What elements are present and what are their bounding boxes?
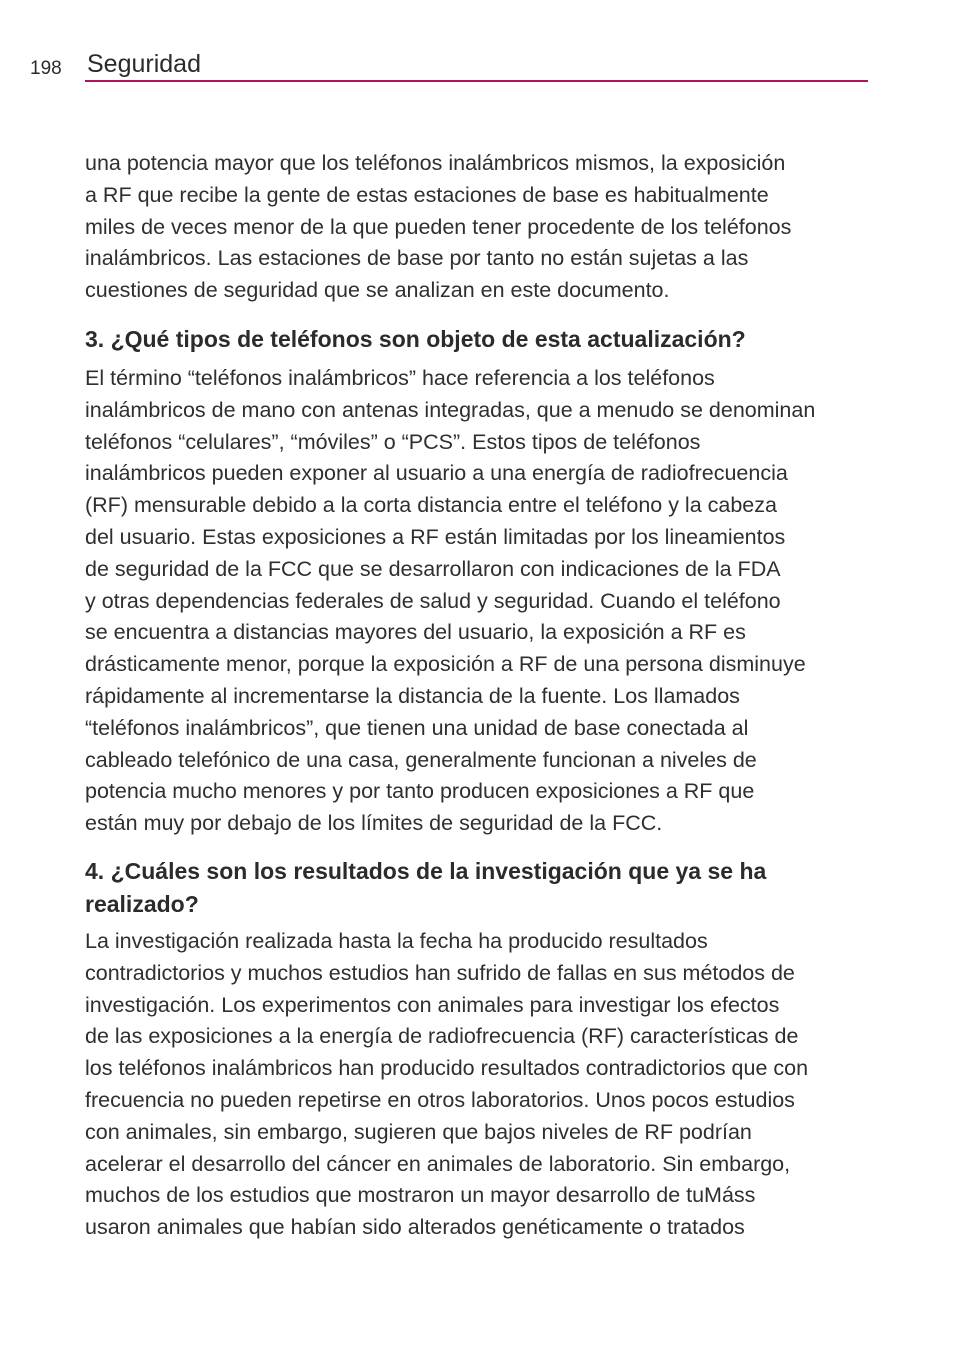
text-line: de seguridad de la FCC que se desarrollaron con indicaciones de la FDA [85,556,781,581]
text-line: frecuencia no pueden repetirse en otros laboratorios. Unos pocos estudios [85,1087,795,1112]
text-line: inalámbricos pueden exponer al usuario a una energía de radiofrecuencia [85,461,788,486]
page-header [0,0,954,90]
text-line: cableado telefónico de una casa, generalmente funcionan a niveles de [85,747,757,772]
text-line: se encuentra a distancias mayores del usuario, la exposición a RF es [85,620,746,645]
text-line: con animales, sin embargo, sugieren que bajos niveles de RF podrían [85,1119,752,1144]
paragraph-question-4 [85,926,875,1244]
text-line: están muy por debajo de los límites de seguridad de la FCC. [85,811,663,836]
text-line: una potencia mayor que los teléfonos inalámbricos mismos, la exposición [85,151,786,175]
heading-line: 4. ¿Cuáles son los resultados de la investigación que ya se ha [85,857,767,884]
text-line: La investigación realizada hasta la fecha ha producido resultados [85,928,708,953]
paragraph-question-3 [85,363,875,840]
text-line: usaron animales que habían sido alterados genéticamente o tratados [85,1215,745,1240]
section-title: Seguridad [87,50,201,78]
main-content [85,148,875,1244]
question-3-heading [85,323,875,356]
text-line: muchos de los estudios que mostraron un mayor desarrollo de tuMáss [85,1183,756,1208]
page-number: 198 [30,58,62,79]
text-line: inalámbricos. Las estaciones de base por tanto no están sujetas a las [85,246,749,271]
text-line: potencia mucho menores y por tanto producen exposiciones a RF que [85,779,755,804]
text-line: contradictorios y muchos estudios han sufrido de fallas en sus métodos de [85,960,795,985]
header-divider [85,80,868,82]
heading-line: realizado? [85,890,199,917]
text-line: El término “teléfonos inalámbricos” hace referencia a los teléfonos [85,365,715,390]
text-line: del usuario. Estas exposiciones a RF están limitadas por los lineamientos [85,524,786,549]
text-line: los teléfonos inalámbricos han producido resultados contradictorios que con [85,1056,809,1081]
text-line: inalámbricos de mano con antenas integradas, que a menudo se denominan [85,397,816,422]
text-line: de las exposiciones a la energía de radiofrecuencia (RF) características de [85,1024,799,1049]
text-line: y otras dependencias federales de salud y seguridad. Cuando el teléfono [85,588,781,613]
text-line: acelerar el desarrollo del cáncer en animales de laboratorio. Sin embargo, [85,1151,791,1176]
text-line: miles de veces menor de la que pueden tener procedente de los teléfonos [85,214,792,239]
text-line: teléfonos “celulares”, “móviles” o “PCS”. Estos tipos de teléfonos [85,429,701,454]
text-line: “teléfonos inalámbricos”, que tienen una unidad de base conectada al [85,715,749,740]
text-line: investigación. Los experimentos con animales para investigar los efectos [85,992,780,1017]
text-line: (RF) mensurable debido a la corta distancia entre el teléfono y la cabeza [85,493,777,518]
text-line: cuestiones de seguridad que se analizan en este documento. [85,278,670,303]
text-line: a RF que recibe la gente de estas estaciones de base es habitualmente [85,182,769,207]
paragraph-intro [85,148,875,307]
heading-line: 3. ¿Qué tipos de teléfonos son objeto de esta actualización? [85,325,746,352]
text-line: rápidamente al incrementarse la distancia de la fuente. Los llamados [85,683,740,708]
question-4-heading [85,855,875,921]
text-line: drásticamente menor, porque la exposición a RF de una persona disminuye [85,652,806,677]
